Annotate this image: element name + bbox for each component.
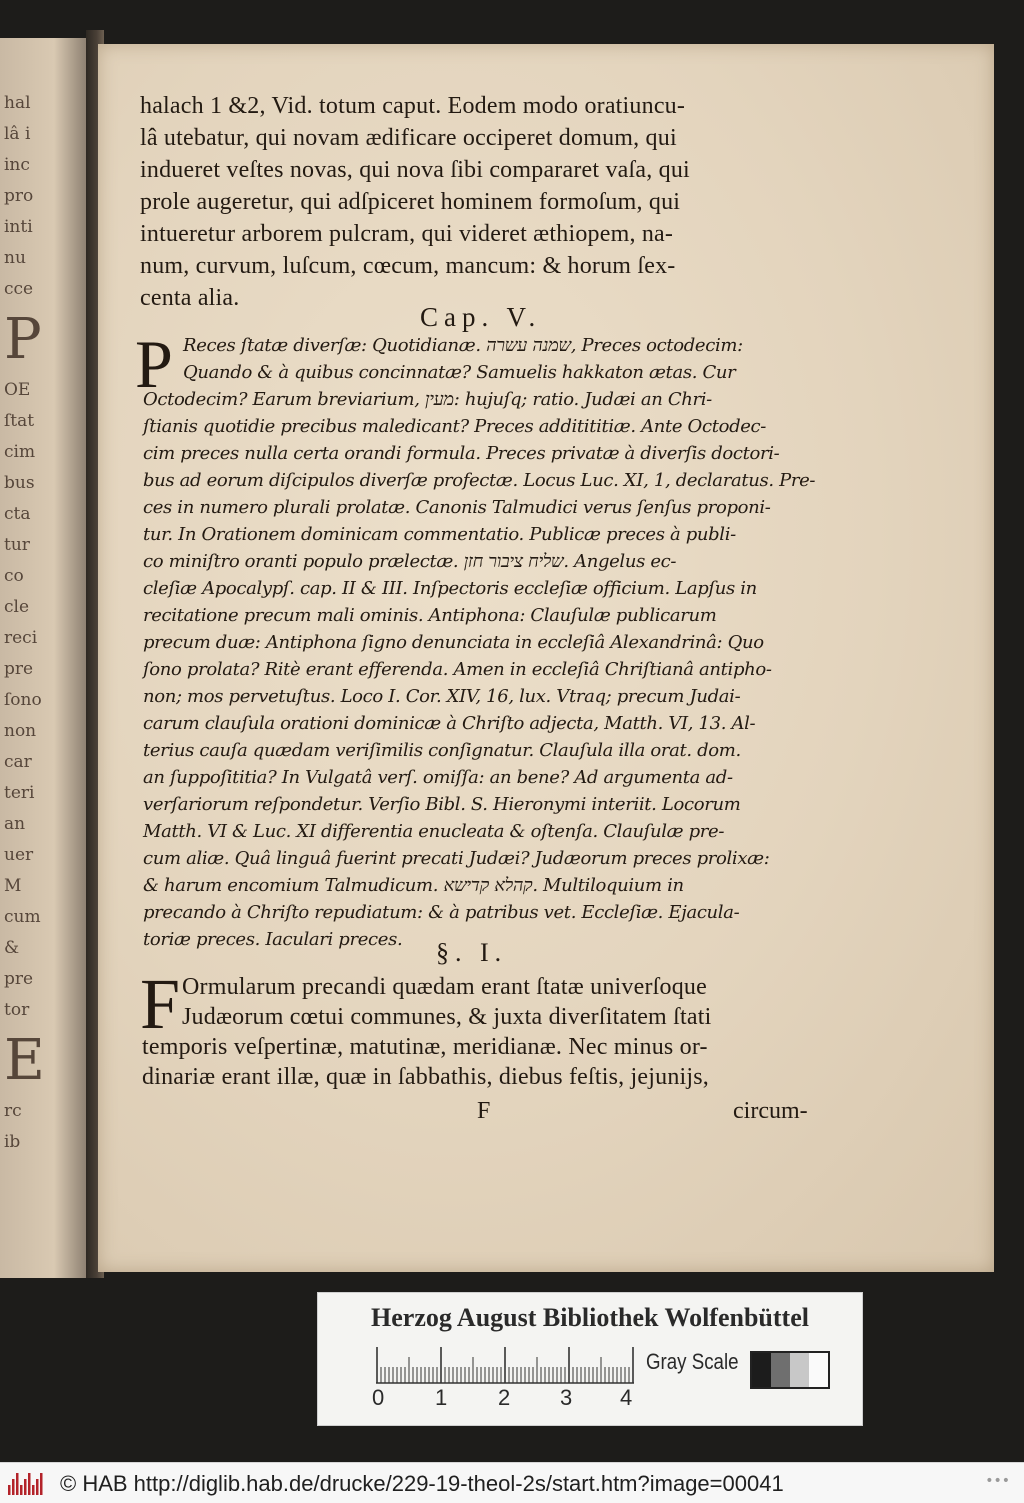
summary-drop-cap: P	[135, 326, 173, 402]
ruler-number-2: 2	[498, 1385, 511, 1410]
text-line: temporis veſpertinæ, matutinæ, meridianæ. Nec minus or-	[142, 1034, 708, 1060]
text-line: ſtianis quotidie precibus maledicant? Preces additititiæ. Ante Octodec-	[143, 416, 767, 437]
facing-page-edge	[0, 38, 98, 1278]
edge-fragment: hal	[4, 93, 31, 113]
edge-fragment: P	[4, 307, 42, 372]
text-line: Ormularum precandi quædam erant ſtatæ univerſoque	[182, 974, 707, 1000]
edge-fragment: non	[4, 721, 37, 741]
logo-bar	[20, 1485, 23, 1495]
gray-swatch	[809, 1353, 828, 1387]
edge-fragment: ſono	[4, 690, 42, 710]
calibration-card	[317, 1292, 863, 1426]
edge-fragment: teri	[4, 783, 35, 803]
text-line: halach 1 &2, Vid. totum caput. Eodem modo oratiuncu-	[140, 93, 686, 119]
signature-mark: F	[477, 1098, 491, 1124]
summary-lines	[143, 332, 823, 953]
text-line: Judæorum cœtui communes, & juxta diverſitatem ſtati	[182, 1004, 712, 1030]
logo-bar	[12, 1479, 15, 1495]
facing-page-text-fragments	[4, 88, 94, 1158]
text-line: cleſiæ Apocalypſ. cap. II & III. Inſpectoris eccleſiæ officium. Lapſus in	[143, 578, 757, 599]
edge-fragment: cta	[4, 504, 31, 524]
text-line: Octodecim? Earum breviarium, מעין: hujuſq; ratio. Judæi an Chri-	[143, 389, 712, 410]
text-line: intueretur arborem pulcram, qui videret æthiopem, na-	[140, 221, 674, 247]
edge-fragment: co	[4, 566, 24, 586]
edge-fragment: cce	[4, 279, 34, 299]
gray-scale-label: Gray Scale	[646, 1349, 739, 1374]
edge-fragment: M	[4, 876, 22, 896]
text-line: cum aliæ. Quâ linguâ fuerint precati Judæi? Judæorum preces prolixæ:	[143, 848, 770, 869]
edge-fragment: ib	[4, 1132, 21, 1152]
text-line: verſariorum reſpondetur. Verſio Bibl. S. Hieronymi interiit. Locorum	[143, 794, 741, 815]
text-line: ſono prolata? Ritè erant efferenda. Amen in eccleſiâ Chriſtianâ antipho-	[143, 659, 772, 680]
edge-fragment: pre	[4, 969, 34, 989]
edge-fragment: cim	[4, 442, 36, 462]
text-line: indueret veſtes novas, qui nova ſibi compararet vaſa, qui	[140, 157, 690, 183]
edge-fragment: OE	[4, 380, 31, 400]
edge-fragment: pre	[4, 659, 34, 679]
text-line: precando à Chriſto repudiatum: & à patribus vet. Eccleſiæ. Ejacula-	[143, 902, 740, 923]
text-line: cim preces nulla certa orandi formula. Preces privatæ à diverſis doctori-	[143, 443, 780, 464]
edge-fragment: an	[4, 814, 26, 834]
edge-fragment: E	[4, 1028, 45, 1093]
edge-fragment: nu	[4, 248, 26, 268]
logo-bar	[32, 1485, 35, 1495]
text-line: prole augeretur, qui adſpiceret hominem formoſum, qui	[140, 189, 681, 215]
logo-bar	[36, 1479, 39, 1495]
text-line: non; mos pervetuſtus. Loco I. Cor. XIV, 16, lux. Vtraq; precum Judai-	[143, 686, 741, 707]
edge-fragment: cle	[4, 597, 30, 617]
body-drop-cap: F	[140, 964, 181, 1044]
gray-scale-swatches	[750, 1351, 830, 1389]
section-body	[142, 972, 822, 1092]
measuring-ruler	[376, 1345, 634, 1385]
text-line: num, curvum, luſcum, cœcum, mancum: & horum ſex-	[140, 253, 676, 279]
section-heading: §. I.	[436, 938, 508, 967]
edge-fragment: tur	[4, 535, 30, 555]
text-line: terius cauſa quædam veriſimilis conſignatur. Clauſula illa orat. dom.	[143, 740, 741, 761]
text-line: Reces ſtatæ diverſæ: Quotidianæ. שמנה עשרה, Preces octodecim:	[183, 335, 743, 356]
text-line: precum duæ: Antiphona ſigno denunciata in eccleſiâ Alexandrinâ: Quo	[143, 632, 764, 653]
ruler-number-4: 4	[620, 1385, 633, 1410]
ruler-number-3: 3	[560, 1385, 573, 1410]
edge-fragment: ſtat	[4, 411, 35, 431]
edge-fragment: uer	[4, 845, 34, 865]
text-line: Matth. VI & Luc. XI differentia enucleata & oſtenſa. Clauſulæ pre-	[143, 821, 725, 842]
edge-fragment: car	[4, 752, 32, 772]
edge-fragment: tor	[4, 1000, 30, 1020]
edge-fragment: cum	[4, 907, 41, 927]
text-line: an ſuppoſititia? In Vulgatâ verſ. omiſſa: an bene? Ad argumenta ad-	[143, 767, 733, 788]
ruler-number-0: 0	[372, 1385, 385, 1410]
logo-bar	[28, 1473, 31, 1495]
edge-fragment: inti	[4, 217, 33, 237]
text-line: recitatione precum mali ominis. Antiphona: Clauſulæ publicarum	[143, 605, 717, 626]
copyright-url[interactable]: © HAB http://diglib.hab.de/drucke/229-19-theol-2s/start.htm?image=00041	[60, 1471, 784, 1496]
library-name: Herzog August Bibliothek Wolfenbüttel	[371, 1303, 809, 1332]
logo-bar	[24, 1479, 27, 1495]
logo-bar	[8, 1485, 11, 1495]
gray-swatch	[790, 1353, 809, 1387]
gray-swatch	[752, 1353, 771, 1387]
hab-logo-icon	[6, 1469, 46, 1497]
logo-bar	[40, 1473, 43, 1495]
ruler-number-1: 1	[435, 1385, 448, 1410]
edge-fragment: pro	[4, 186, 34, 206]
edge-fragment: bus	[4, 473, 35, 493]
catchword: circum-	[733, 1098, 808, 1124]
text-line: toriæ preces. Iaculari preces.	[143, 929, 403, 950]
chapter-heading: Cap. V.	[420, 302, 542, 332]
chapter-summary	[143, 332, 823, 953]
opening-paragraph	[140, 90, 820, 314]
text-line: bus ad eorum diſcipulos diverſæ profectæ. Locus Luc. XI, 1, declaratus. Pre-	[143, 470, 816, 491]
edge-fragment: lâ i	[4, 124, 31, 144]
text-line: lâ utebatur, qui novam ædificare occiperet domum, qui	[140, 125, 677, 151]
page-text	[140, 90, 820, 314]
text-line: ces in numero plurali prolatæ. Canonis Talmudici verus ſenſus proponi-	[143, 497, 771, 518]
edge-fragment: rc	[4, 1101, 22, 1121]
more-dots-icon[interactable]: •••	[985, 1473, 1010, 1489]
logo-bar	[16, 1473, 19, 1495]
text-line: & harum encomium Talmudicum. קהלא קדישא. Multiloquium in	[143, 875, 684, 896]
edge-fragment: reci	[4, 628, 38, 648]
body-lines	[142, 972, 822, 1092]
text-line: carum clauſula orationi dominicæ à Chriſto adjecta, Matth. VI, 13. Al-	[143, 713, 756, 734]
text-line: dinariæ erant illæ, quæ in ſabbathis, diebus feſtis, jejunijs,	[142, 1064, 710, 1090]
text-line: co miniſtro oranti populo prælectæ. שליח ציבור חזן. Angelus ec-	[143, 551, 677, 572]
text-line: Quando & à quibus concinnatæ? Samuelis hakkaton ætas. Cur	[183, 362, 736, 383]
edge-fragment: &	[4, 938, 20, 958]
text-line: tur. In Orationem dominicam commentatio. Publicæ preces à publi-	[143, 524, 736, 545]
footer-bar	[0, 1462, 1024, 1503]
text-line: centa alia.	[140, 285, 240, 311]
gray-swatch	[771, 1353, 790, 1387]
edge-fragment: inc	[4, 155, 30, 175]
